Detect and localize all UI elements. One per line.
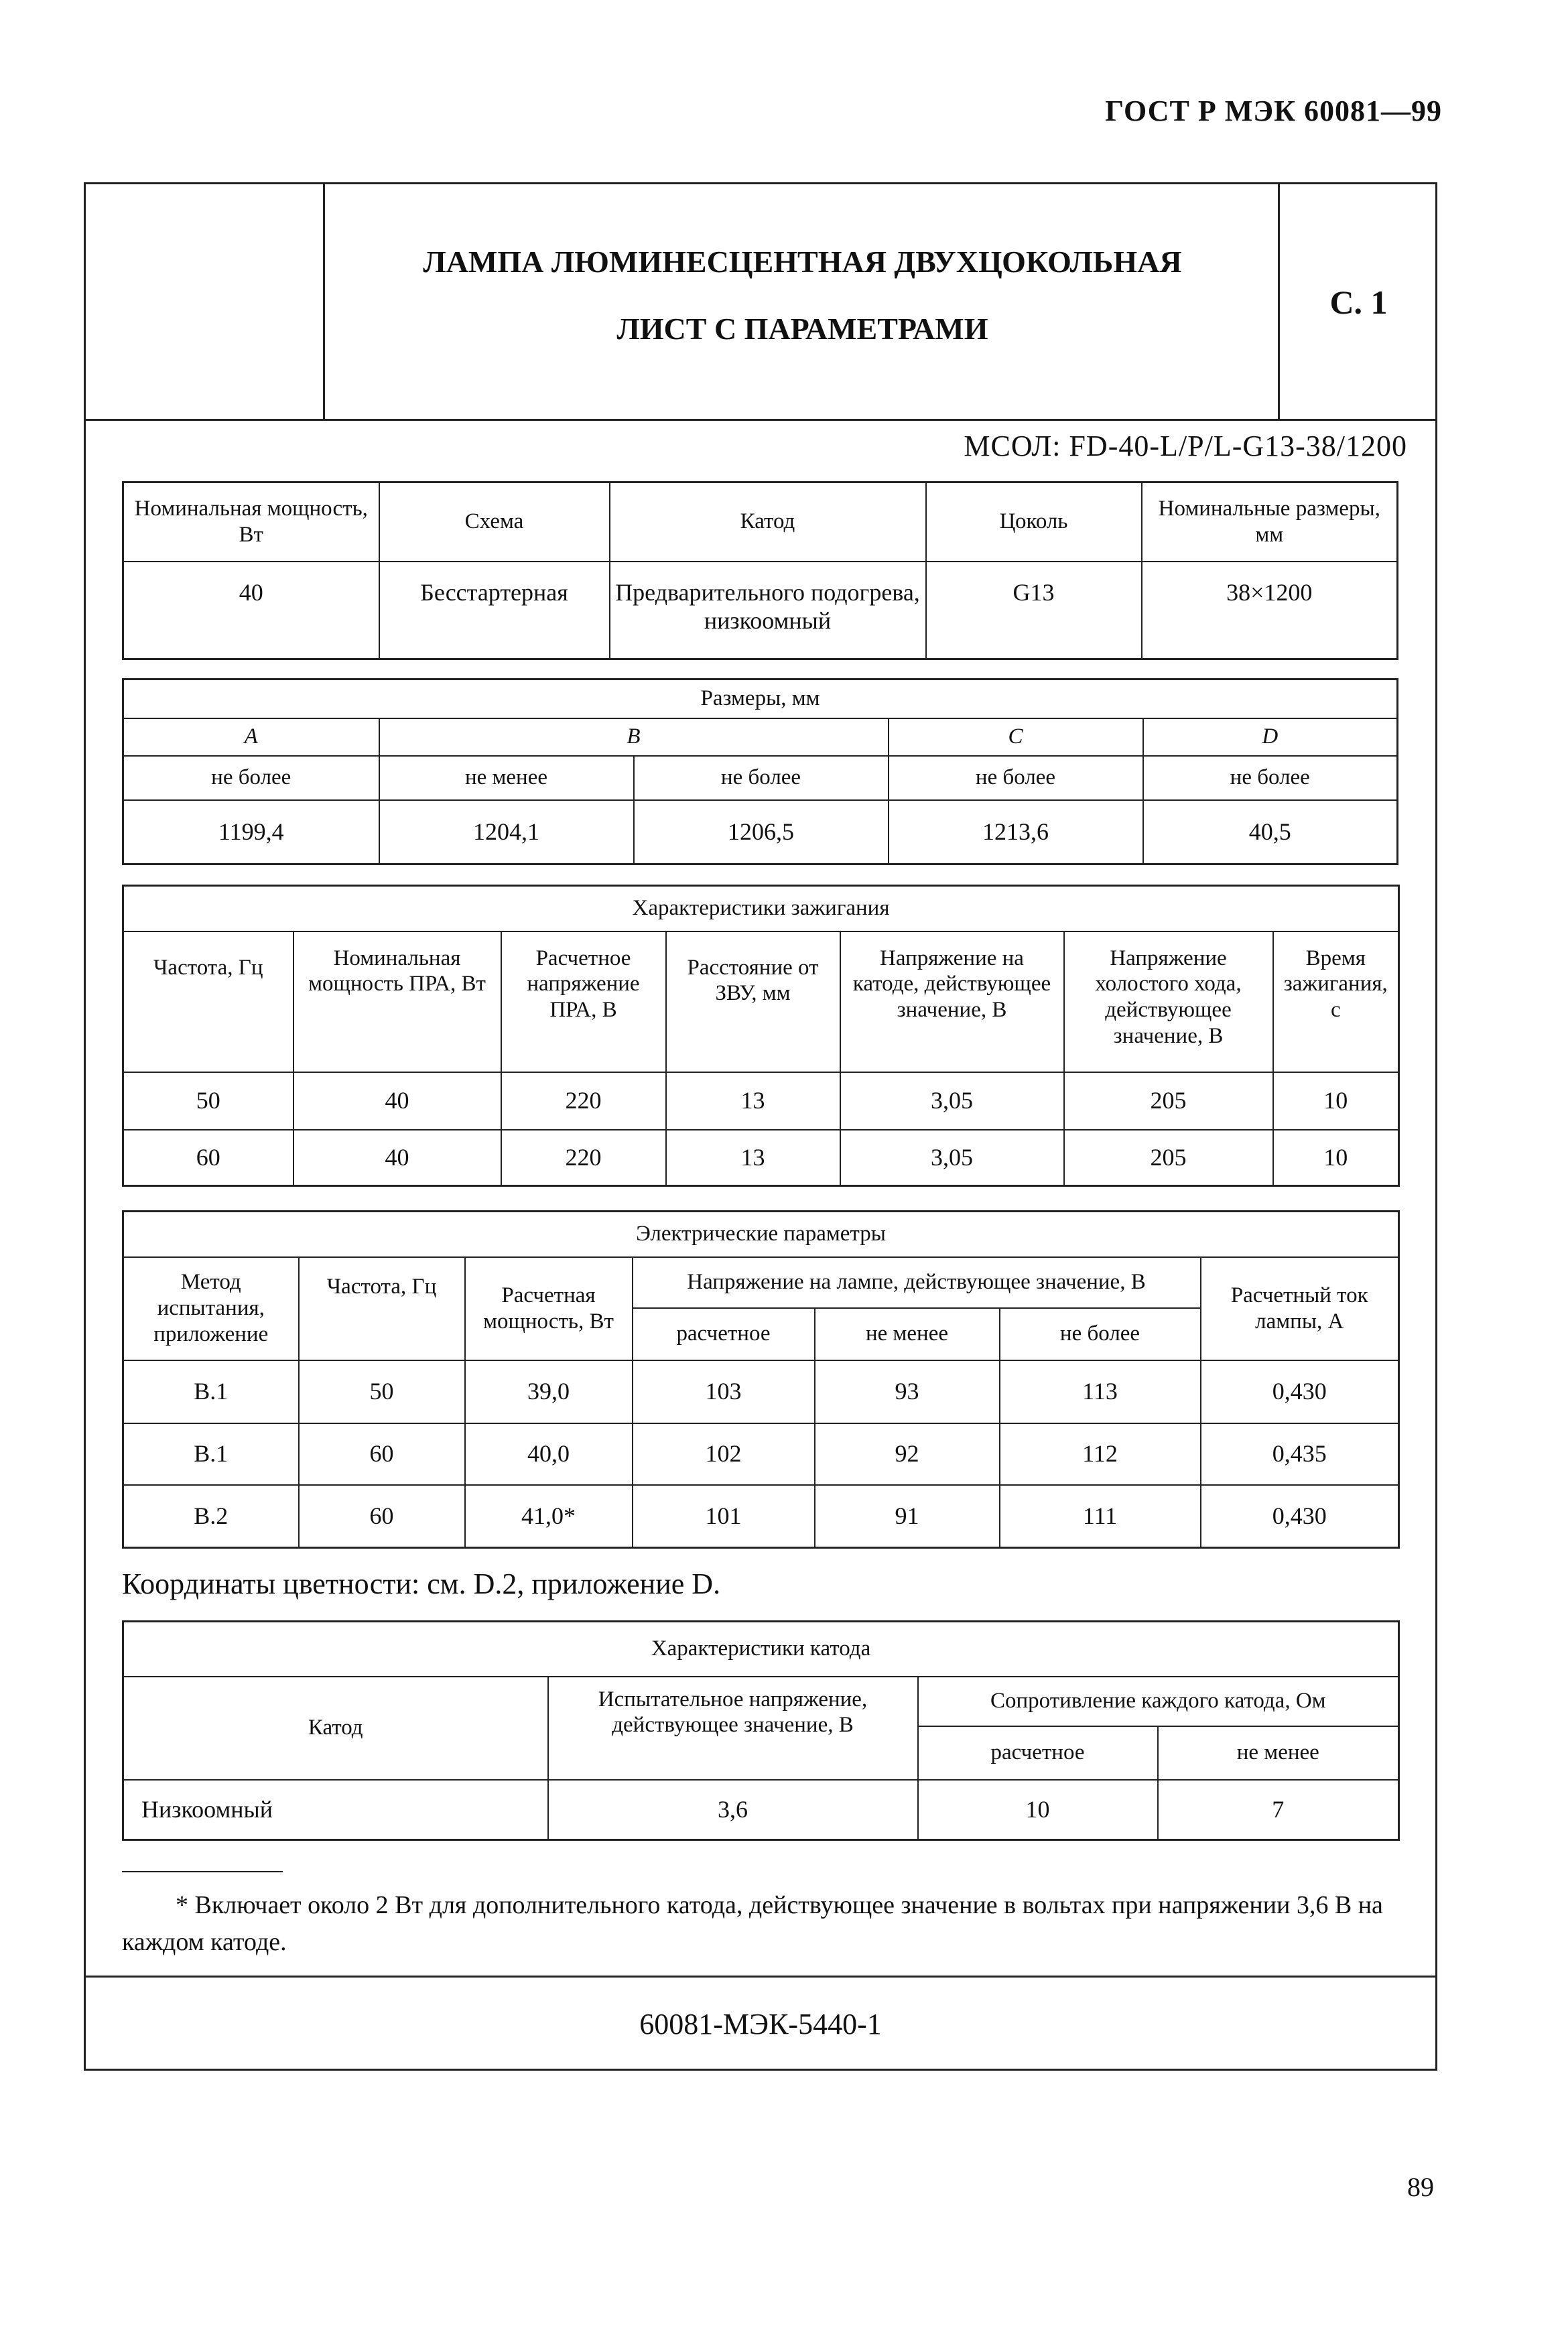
cathode-header-cathode: Катод	[123, 1677, 548, 1780]
ignition-cell: 13	[666, 1072, 840, 1130]
electrical-header-power: Расчетная мощность, Вт	[465, 1257, 633, 1360]
electrical-cell: 60	[299, 1485, 465, 1548]
dimension-letter-a: A	[123, 718, 379, 756]
cathode-header-test-voltage: Испытательное напряжение, действующее значение, В	[548, 1677, 918, 1780]
ignition-cell: 220	[501, 1130, 666, 1186]
electrical-cell: B.1	[123, 1423, 299, 1485]
electrical-header-voltage-rated: расчетное	[633, 1308, 815, 1360]
table-row	[123, 1072, 1399, 1130]
table-row	[123, 1130, 1399, 1186]
title-divider-left	[323, 182, 325, 419]
general-header-scheme: Схема	[379, 482, 610, 562]
electrical-header-method: Метод испытания, приложение	[123, 1257, 299, 1360]
ignition-cell: 40	[293, 1072, 501, 1130]
electrical-title: Электрические параметры	[123, 1212, 1399, 1257]
ignition-header-ballast-power: Номинальная мощность ПРА, Вт	[293, 931, 501, 1072]
electrical-cell: 60	[299, 1423, 465, 1485]
dimension-letter-c: C	[889, 718, 1143, 756]
sheet-number: С. 1	[1329, 283, 1388, 321]
electrical-header-current: Расчетный ток лампы, А	[1201, 1257, 1399, 1360]
ignition-cell: 13	[666, 1130, 840, 1186]
electrical-cell: 91	[815, 1485, 1000, 1548]
ignition-header-cathode-voltage: Напряжение на катоде, действующее значение, В	[840, 931, 1064, 1072]
electrical-cell: 93	[815, 1360, 1000, 1423]
electrical-cell: 111	[1000, 1485, 1201, 1548]
cathode-cell-resistance-rated: 10	[918, 1780, 1158, 1840]
lamp-designation: МСОЛ: FD-40-L/P/L-G13-38/1200	[964, 430, 1407, 462]
electrical-cell: 50	[299, 1360, 465, 1423]
general-header-cathode: Катод	[610, 482, 926, 562]
general-header-dimensions: Номинальные размеры, мм	[1142, 482, 1398, 562]
general-cell-cathode: Предварительного подогрева, низкоомный	[610, 562, 926, 659]
ignition-header-frequency: Частота, Гц	[123, 931, 293, 1072]
cathode-cell-type: Низкоомный	[123, 1780, 548, 1840]
ignition-cell: 220	[501, 1072, 666, 1130]
ignition-table	[122, 885, 1400, 1187]
ignition-cell: 205	[1064, 1130, 1273, 1186]
cathode-cell-resistance-min: 7	[1158, 1780, 1399, 1840]
footnote-divider	[122, 1871, 283, 1872]
dimension-letter-d: D	[1143, 718, 1398, 756]
ignition-cell: 205	[1064, 1072, 1273, 1130]
ignition-cell: 60	[123, 1130, 293, 1186]
cathode-cell-test-voltage: 3,6	[548, 1780, 918, 1840]
ignition-title: Характеристики зажигания	[123, 886, 1399, 931]
general-cell-cap: G13	[926, 562, 1142, 659]
page-number: 89	[1407, 2172, 1434, 2202]
general-header-cap: Цоколь	[926, 482, 1142, 562]
ignition-cell: 3,05	[840, 1072, 1064, 1130]
dimension-value-b-max: 1206,5	[634, 800, 889, 864]
ignition-cell: 40	[293, 1130, 501, 1186]
dimension-value-a: 1199,4	[123, 800, 379, 864]
cathode-header-resistance-rated: расчетное	[918, 1726, 1158, 1780]
electrical-header-voltage-max: не более	[1000, 1308, 1201, 1360]
electrical-cell: 0,435	[1201, 1423, 1399, 1485]
general-cell-dimensions: 38×1200	[1142, 562, 1398, 659]
electrical-cell: 102	[633, 1423, 815, 1485]
title-line-2: ЛИСТ С ПАРАМЕТРАМИ	[616, 312, 988, 346]
table-row	[123, 1360, 1399, 1423]
title-line-1: ЛАМПА ЛЮМИНЕСЦЕНТНАЯ ДВУХЦОКОЛЬНАЯ	[423, 245, 1182, 279]
ignition-cell: 3,05	[840, 1130, 1064, 1186]
ignition-cell: 10	[1273, 1130, 1399, 1186]
electrical-cell: 92	[815, 1423, 1000, 1485]
table-row	[123, 1485, 1399, 1548]
bottom-divider	[84, 1976, 1437, 1978]
electrical-header-frequency: Частота, Гц	[299, 1257, 465, 1360]
dimensions-table	[122, 678, 1398, 865]
general-table	[122, 481, 1398, 660]
ignition-header-time: Время зажигания, с	[1273, 931, 1399, 1072]
dimension-letter-b: B	[379, 718, 889, 756]
dimension-value-d: 40,5	[1143, 800, 1398, 864]
cathode-header-resistance: Сопротивление каждого катода, Ом	[918, 1677, 1399, 1726]
title-block	[84, 182, 1437, 421]
ignition-header-ballast-voltage: Расчетное напряжение ПРА, В	[501, 931, 666, 1072]
electrical-cell: 103	[633, 1360, 815, 1423]
table-row	[123, 1423, 1399, 1485]
cathode-table	[122, 1620, 1400, 1841]
electrical-cell: B.1	[123, 1360, 299, 1423]
dimension-limit-b-min: не менее	[379, 756, 634, 800]
electrical-cell: 41,0*	[465, 1485, 633, 1548]
electrical-cell: 113	[1000, 1360, 1201, 1423]
dimension-limit-b-max: не более	[634, 756, 889, 800]
dimension-limit-a: не более	[123, 756, 379, 800]
electrical-cell: 0,430	[1201, 1485, 1399, 1548]
chromaticity-note: Координаты цветности: см. D.2, приложение D.	[122, 1567, 721, 1600]
electrical-cell: 112	[1000, 1423, 1201, 1485]
dimensions-title: Размеры, мм	[123, 680, 1398, 718]
electrical-table	[122, 1210, 1400, 1549]
dimension-value-b-min: 1204,1	[379, 800, 634, 864]
electrical-cell: 0,430	[1201, 1360, 1399, 1423]
dimension-limit-c: не более	[889, 756, 1143, 800]
general-header-power: Номинальная мощность, Вт	[123, 482, 379, 562]
dimension-value-c: 1213,6	[889, 800, 1143, 864]
ignition-header-distance: Расстояние от ЗВУ, мм	[666, 931, 840, 1072]
electrical-cell: 101	[633, 1485, 815, 1548]
document-code: 60081-МЭК-5440-1	[639, 2008, 882, 2041]
ignition-cell: 10	[1273, 1072, 1399, 1130]
dimension-limit-d: не более	[1143, 756, 1398, 800]
electrical-cell: B.2	[123, 1485, 299, 1548]
footnote: * Включает около 2 Вт для дополнительного катода, действующее значение в вольтах при напряжении 3,6 В на каждом катоде.	[122, 1891, 1383, 1957]
ignition-header-open-circuit-voltage: Напряжение холостого хода, действующее значение, В	[1064, 931, 1273, 1072]
general-cell-power: 40	[123, 562, 379, 659]
cathode-title: Характеристики катода	[123, 1622, 1399, 1677]
electrical-cell: 40,0	[465, 1423, 633, 1485]
ignition-cell: 50	[123, 1072, 293, 1130]
cathode-header-resistance-min: не менее	[1158, 1726, 1399, 1780]
general-cell-scheme: Бесстартерная	[379, 562, 610, 659]
electrical-cell: 39,0	[465, 1360, 633, 1423]
electrical-header-voltage-min: не менее	[815, 1308, 1000, 1360]
table-row	[123, 1780, 1399, 1840]
standard-header: ГОСТ Р МЭК 60081—99	[1105, 94, 1442, 127]
electrical-header-voltage: Напряжение на лампе, действующее значение, В	[633, 1257, 1201, 1308]
